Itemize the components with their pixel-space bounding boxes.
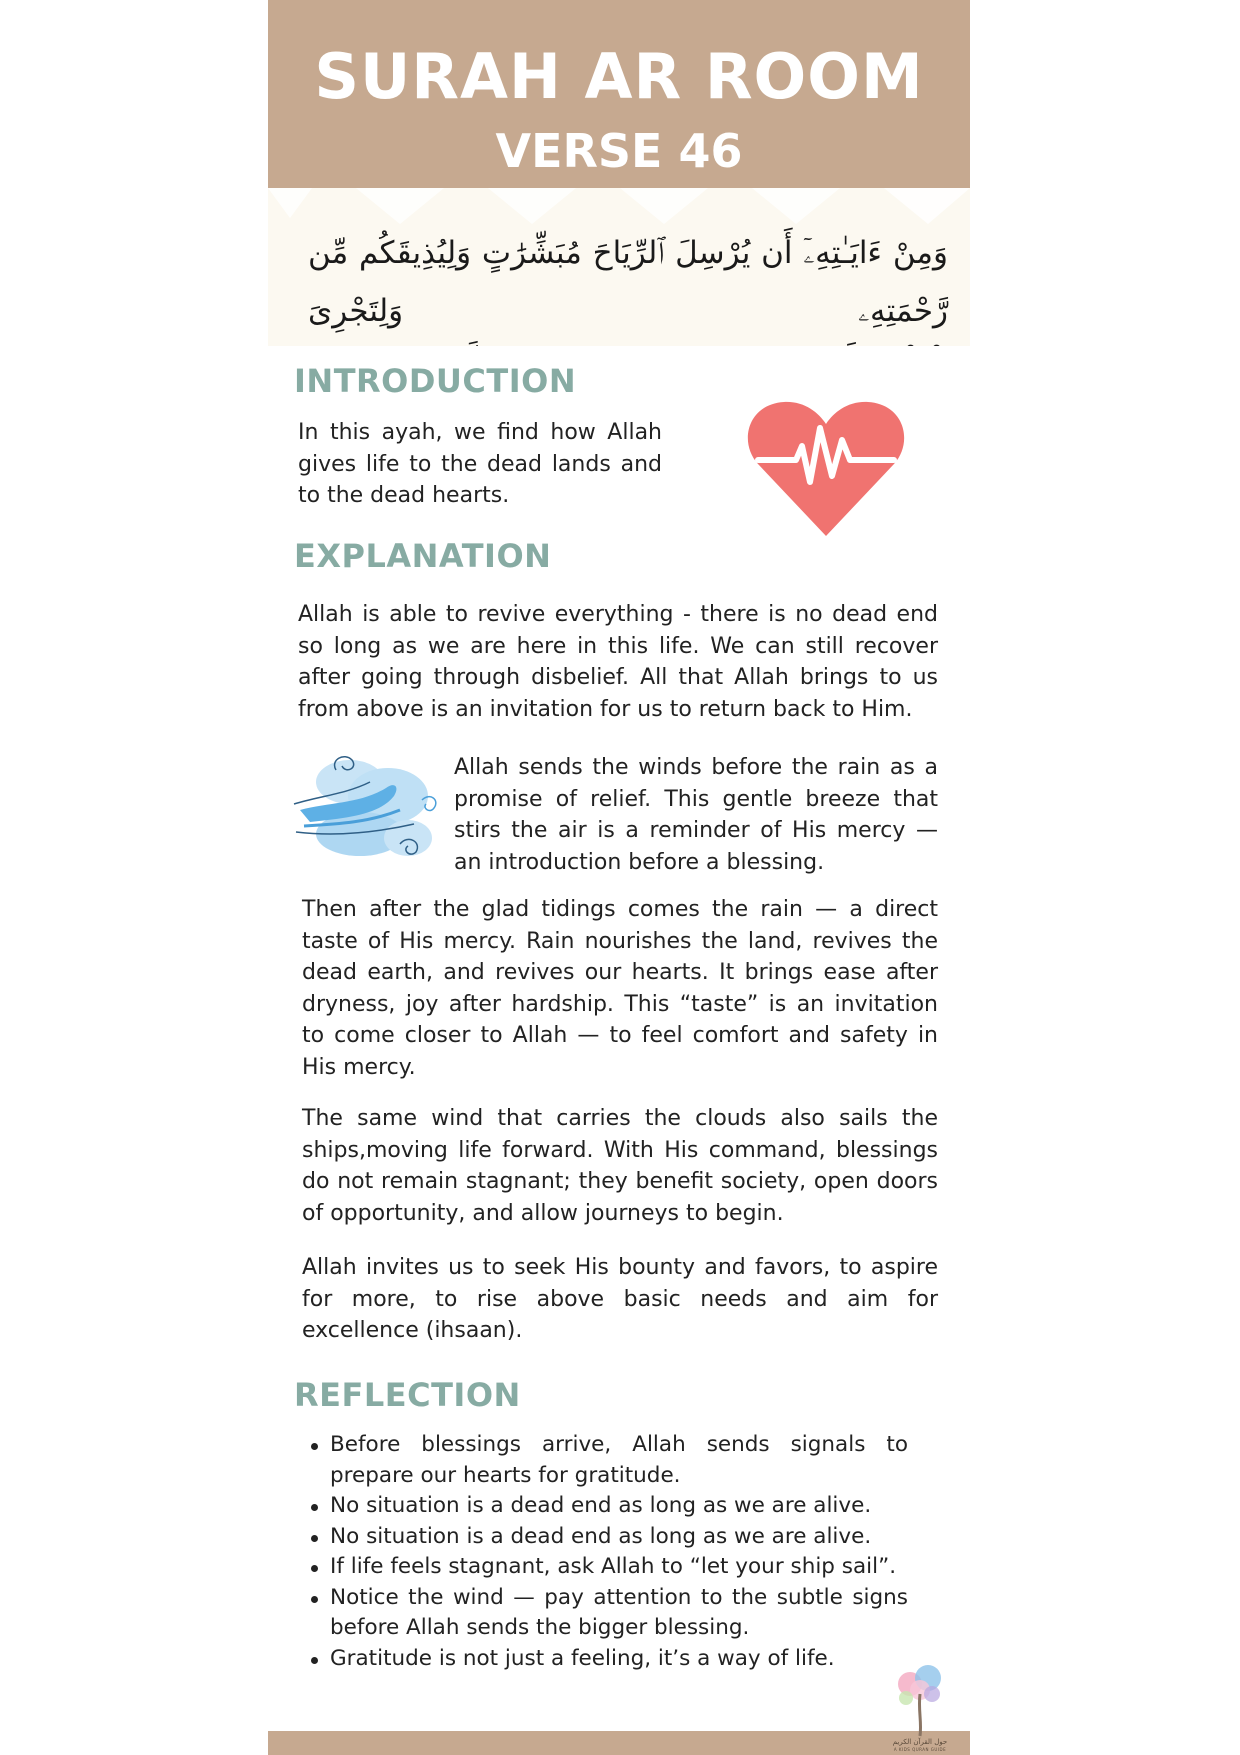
explanation-paragraph-4: The same wind that carries the clouds also sails the ships,moving life forward. With His command, blessings do not remain stagnant; they benefit society, open doors of opportunity, and allow journeys to begin. [302,1106,938,1226]
introduction-text: In this ayah, we find how Allah gives life to the dead lands and to the dead hearts. [298,420,662,508]
reflection-heading: REFLECTION [294,1376,521,1414]
footer-band [268,1731,970,1755]
introduction-heading: INTRODUCTION [294,362,577,400]
explanation-paragraph-3: Then after the glad tidings comes the rain — a direct taste of His mercy. Rain nourishes the land, revives the dead earth, and revives our hearts. It brings ease after dryness, joy after hardship. This “taste” is an invitation to come closer to Allah — to feel comfort and safety in His mercy. [302,897,938,1080]
arabic-verse-band [268,188,970,346]
explanation-paragraph-5: Allah invites us to seek His bounty and favors, to aspire for more, to rise above basic needs and aim for excellence (ihsaan). [302,1255,938,1343]
tree-logo-icon [880,1660,960,1738]
heart-pulse-icon [744,398,908,538]
reflection-item: Before blessings arrive, Allah sends signals to prepare our hearts for gratitude. [308,1430,908,1491]
reflection-list [308,1430,908,1674]
page-subtitle: VERSE 46 [495,124,743,178]
logo-text-arabic: حول القرآن الكريم [892,1738,948,1746]
page [268,0,970,1755]
reflection-item: If life feels stagnant, ask Allah to “let your ship sail”. [308,1552,908,1583]
zigzag-pattern-icon [268,188,970,228]
arabic-verse-line-2 [308,340,948,346]
reflection-item: No situation is a dead end as long as we are alive. [308,1491,908,1522]
arabic-verse-line-1: وَمِنْ ءَايَـٰتِهِۦٓ أَن يُرْسِلَ ٱلرِّيَاحَ مُبَشِّرَٰتٍ وَلِيُذِيقَكُم مِّن رَّحْمَتِهِۦ وَلِتَجْرِىَ [308,235,948,329]
page-title: SURAH AR ROOM [314,40,924,113]
explanation-paragraph-2: Allah sends the winds before the rain as a promise of relief. This gentle breeze that stirs the air is a reminder of His mercy — an introduction before a blessing. [454,755,938,875]
reflection-item: Gratitude is not just a feeling, it’s a way of life. [308,1644,908,1675]
explanation-heading: EXPLANATION [294,537,552,575]
brand-logo [880,1660,960,1755]
explanation-paragraph-1: Allah is able to revive everything - there is no dead end so long as we are here in this life. We can still recover after going through disbelief. All that Allah brings to us from above is an invitation for us to return back to Him. [298,602,938,722]
reflection-item: Notice the wind — pay attention to the subtle signs before Allah sends the bigger blessing. [308,1583,908,1644]
arabic-verse [308,224,948,346]
reflection-item: No situation is a dead end as long as we are alive. [308,1522,908,1553]
logo-text-english: A KIDS QURAN GUIDE [893,1747,947,1752]
header-banner [268,0,970,188]
wind-icon [290,752,442,862]
